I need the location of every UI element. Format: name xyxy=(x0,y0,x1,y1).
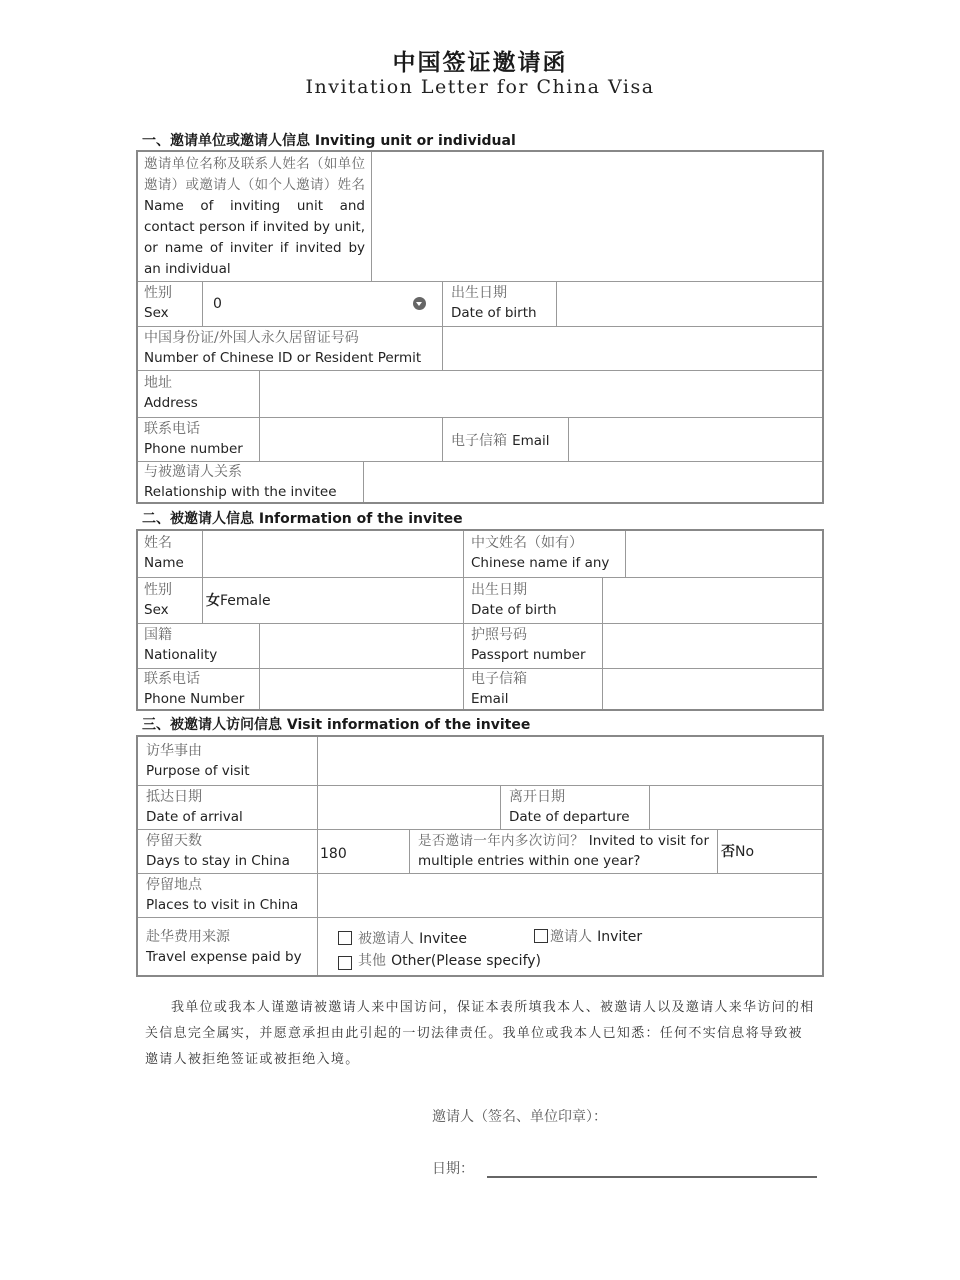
invitee-table xyxy=(136,529,824,711)
inviter-sex-dropdown[interactable] xyxy=(203,282,443,327)
inviter-signature-label: 邀请人（签名、单位印章）： xyxy=(432,1109,607,1125)
invitee-name-field[interactable] xyxy=(203,531,464,578)
inviter-id-field[interactable] xyxy=(443,327,822,371)
inviter-email-label: 电子信箱 Email xyxy=(443,418,569,462)
expense-option-invitee[interactable]: 被邀请人 Invitee xyxy=(338,928,467,949)
places-field[interactable] xyxy=(318,874,822,918)
arrival-field[interactable] xyxy=(318,786,501,830)
inviter-name-label: 邀请单位名称及联系人姓名（如单位邀请）或邀请人（如个人邀请）姓名 Name of inviting unit and contact person if invited by unit, or name of inviter if invited by an individual xyxy=(138,152,372,282)
inviter-table xyxy=(136,150,824,504)
inviter-relationship-field[interactable] xyxy=(364,462,822,502)
inviter-sex-value: 0 xyxy=(213,296,222,312)
invitee-dob-field[interactable] xyxy=(603,578,822,624)
invitee-email-field[interactable] xyxy=(603,669,822,709)
inviter-address-field[interactable] xyxy=(260,371,822,418)
title-chinese: 中国签证邀请函 xyxy=(392,49,568,76)
inviter-dob-field[interactable] xyxy=(557,282,822,327)
expense-option-inviter[interactable]: 邀请人 Inviter xyxy=(534,926,642,947)
inviter-sex-label: 性别 Sex xyxy=(138,282,203,327)
places-label: 停留地点 Places to visit in China xyxy=(138,874,318,918)
purpose-label: 访华事由 Purpose of visit xyxy=(138,737,318,786)
checkbox-inviter[interactable] xyxy=(534,929,548,943)
section2-heading: 二、被邀请人信息 Information of the invitee xyxy=(142,511,463,527)
inviter-name-field[interactable] xyxy=(372,152,822,282)
days-label: 停留天数 Days to stay in China xyxy=(138,830,318,874)
invitee-passport-field[interactable] xyxy=(603,624,822,669)
title-english: Invitation Letter for China Visa xyxy=(305,76,655,98)
invitee-cn-name-field[interactable] xyxy=(626,531,822,578)
date-signature-line[interactable] xyxy=(487,1176,817,1178)
arrival-label: 抵达日期 Date of arrival xyxy=(138,786,318,830)
invitee-dob-label: 出生日期 Date of birth xyxy=(464,578,603,624)
section1-heading: 一、邀请单位或邀请人信息 Inviting unit or individual xyxy=(142,133,516,149)
invitee-cn-name-label: 中文姓名（如有） Chinese name if any xyxy=(464,531,626,578)
invitee-phone-field[interactable] xyxy=(260,669,464,709)
invitee-sex-field[interactable]: 女Female xyxy=(203,578,464,624)
invitee-nationality-label: 国籍 Nationality xyxy=(138,624,260,669)
visit-table xyxy=(136,735,824,977)
expense-label: 赴华费用来源 Travel expense paid by xyxy=(138,918,318,975)
departure-field[interactable] xyxy=(650,786,822,830)
invitee-name-label: 姓名 Name xyxy=(138,531,203,578)
inviter-address-label: 地址 Address xyxy=(138,371,260,418)
inviter-email-field[interactable] xyxy=(569,418,822,462)
declaration-text: 我单位或我本人谨邀请被邀请人来中国访问，保证本表所填我本人、被邀请人以及邀请人来华访问的相关信息完全属实，并愿意承担由此引起的一切法律责任。我单位或我本人已知悉：任何不实信息将导致被邀请人被拒绝签证或被拒绝入境。 xyxy=(145,1000,815,1067)
inviter-phone-field[interactable] xyxy=(260,418,443,462)
inviter-id-label: 中国身份证/外国人永久居留证号码 Number of Chinese ID or Resident Permit xyxy=(138,327,443,371)
chevron-down-icon[interactable] xyxy=(413,297,426,310)
section3-heading: 三、被邀请人访问信息 Visit information of the invitee xyxy=(142,717,531,733)
expense-option-other[interactable]: 其他 Other(Please specify) xyxy=(338,950,541,971)
inviter-phone-label: 联系电话 Phone number xyxy=(138,418,260,462)
invitee-email-label: 电子信箱 Email xyxy=(464,669,603,709)
inviter-relationship-label: 与被邀请人关系 Relationship with the invitee xyxy=(138,462,364,502)
invitee-nationality-field[interactable] xyxy=(260,624,464,669)
invitee-phone-label: 联系电话 Phone Number xyxy=(138,669,260,709)
multiple-entries-field[interactable]: 否No xyxy=(718,830,822,874)
departure-label: 离开日期 Date of departure xyxy=(501,786,650,830)
expense-options xyxy=(318,918,822,975)
invitee-sex-label: 性别 Sex xyxy=(138,578,203,624)
invitee-passport-label: 护照号码 Passport number xyxy=(464,624,603,669)
multiple-entries-label: 是否邀请一年内多次访问？ Invited to visit for multiple entries within one year? xyxy=(410,830,718,874)
date-label: 日期： xyxy=(432,1161,474,1177)
inviter-dob-label: 出生日期 Date of birth xyxy=(443,282,557,327)
checkbox-invitee[interactable] xyxy=(338,931,352,945)
checkbox-other[interactable] xyxy=(338,956,352,970)
days-field[interactable]: 180 xyxy=(318,830,410,874)
purpose-field[interactable] xyxy=(318,737,822,786)
